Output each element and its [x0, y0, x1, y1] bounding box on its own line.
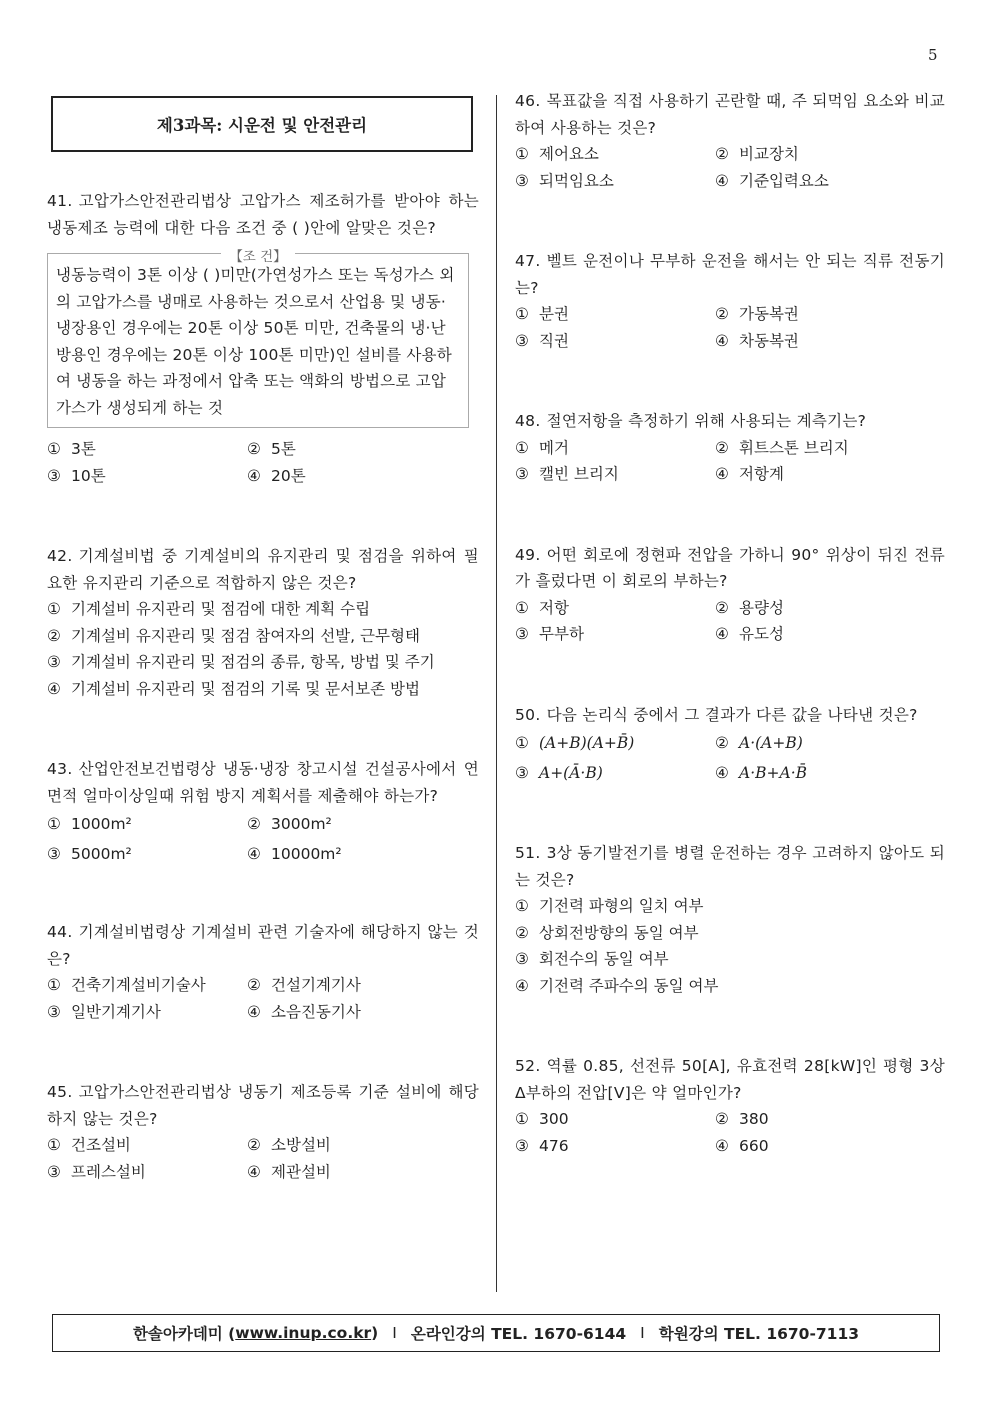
option-1[interactable]: ① 건축기계설비기술사 [47, 976, 206, 994]
question-41 [47, 188, 479, 489]
question-stem: 49. 어떤 회로에 정현파 전압을 가하니 90° 위상이 뒤진 전류가 흘렀다면 이 회로의 부하는? [515, 545, 945, 590]
subject-title-box [51, 96, 473, 152]
option-2[interactable]: ② 비교장치 [715, 145, 799, 163]
footer-online-tel: 온라인강의 TEL. 1670-6144 [410, 1325, 627, 1343]
left-column [47, 96, 479, 1185]
footer-separator: I [640, 1324, 645, 1342]
option-3[interactable]: ③ 프레스설비 [47, 1162, 146, 1181]
option-2[interactable]: ② 기계설비 유지관리 및 점검 참여자의 선발, 근무형태 [47, 626, 420, 645]
question-stem: 44. 기계설비법령상 기계설비 관련 기술자에 해당하지 않는 것은? [47, 923, 479, 968]
question-46 [515, 88, 945, 194]
question-44 [47, 919, 479, 1025]
option-2[interactable]: ② 건설기계기사 [247, 976, 361, 994]
question-52 [515, 1053, 945, 1159]
option-3[interactable]: ③ 되먹임요소 [515, 171, 614, 190]
option-2[interactable]: ② 5톤 [247, 440, 296, 458]
option-2[interactable]: ② 380 [715, 1110, 769, 1128]
option-4[interactable]: ④ 660 [715, 1136, 769, 1155]
footer-website-link[interactable]: www.inup.co.kr [235, 1324, 372, 1342]
question-stem: 51. 3상 동기발전기를 병렬 운전하는 경우 고려하지 않아도 되는 것은? [515, 844, 945, 889]
option-1[interactable]: ① 300 [515, 1110, 569, 1128]
footer-bar: 한솔아카데미 ( www.inup.co.kr ) I 온라인강의 TEL. 1670-6144 I 학원강의 TEL. 1670-7113 [52, 1314, 940, 1352]
question-48 [515, 408, 945, 488]
option-3[interactable]: ③ 기계설비 유지관리 및 점검의 종류, 항목, 방법 및 주기 [47, 653, 435, 671]
option-4[interactable]: ④ 유도성 [715, 625, 784, 643]
options [515, 1106, 945, 1159]
question-50 [515, 702, 945, 789]
option-3[interactable]: ③ 무부하 [515, 625, 584, 643]
condition-text: 냉동능력이 3톤 이상 ( )미만(가연성가스 또는 독성가스 외의 고압가스를 냉매로 사용하는 것으로서 산업용 및 냉동·냉장용인 경우에는 20톤 이상 50톤 미만, 건축물의 냉·난방용인 경우에는 20톤 이상 100톤 미만)인 설비를 사용하여 냉동을 하는 과정에서 압축 또는 액화의 방법으로 고압가스가 생성되게 하는 것 [56, 266, 455, 417]
option-4[interactable]: ④ 차동복권 [715, 331, 799, 350]
option-2[interactable]: ② 상회전방향의 동일 여부 [515, 923, 699, 942]
option-3[interactable]: ③ 일반기계기사 [47, 1002, 161, 1021]
question-47 [515, 248, 945, 354]
option-4[interactable]: ④ A·B+A·B̄ [715, 764, 808, 782]
question-stem: 47. 벨트 운전이나 무부하 운전을 해서는 안 되는 직류 전동기는? [515, 252, 945, 297]
question-51 [515, 840, 945, 999]
options [515, 728, 945, 788]
question-42 [47, 543, 479, 702]
option-4[interactable]: ④ 저항계 [715, 465, 784, 483]
option-1[interactable]: ① 1000m² [47, 815, 132, 833]
option-1[interactable]: ① 기전력 파형의 일치 여부 [515, 897, 704, 915]
page-number: 5 [928, 46, 938, 64]
option-4[interactable]: ④ 10000m² [247, 845, 342, 863]
question-stem: 42. 기계설비법 중 기계설비의 유지관리 및 점검을 위하여 필요한 유지관리 기준으로 적합하지 않은 것은? [47, 547, 479, 592]
options [515, 893, 945, 999]
options [47, 436, 479, 489]
option-2[interactable]: ② 가동복권 [715, 305, 799, 323]
option-2[interactable]: ② 소방설비 [247, 1136, 331, 1154]
option-3[interactable]: ③ 캘빈 브리지 [515, 465, 619, 483]
option-3[interactable]: ③ 회전수의 동일 여부 [515, 950, 669, 968]
column-divider [496, 95, 497, 1292]
option-1[interactable]: ① 분권 [515, 305, 569, 323]
options [515, 301, 945, 354]
option-2[interactable]: ② 3000m² [247, 815, 332, 833]
option-2[interactable]: ② 휘트스톤 브리지 [715, 438, 849, 457]
option-4[interactable]: ④ 소음진동기사 [247, 1002, 361, 1021]
footer-offline-tel: 학원강의 TEL. 1670-7113 [658, 1325, 860, 1343]
option-4[interactable]: ④ 기전력 주파수의 동일 여부 [515, 976, 719, 995]
option-1[interactable]: ① 제어요소 [515, 145, 599, 163]
option-3[interactable]: ③ A+(Ā·B) [515, 764, 603, 782]
option-1[interactable]: ① 3톤 [47, 440, 96, 458]
option-1[interactable]: ① 건조설비 [47, 1136, 131, 1154]
options [47, 972, 479, 1025]
subject-title: 제3과목: 시운전 및 안전관리 [156, 116, 368, 135]
question-43 [47, 756, 479, 869]
option-4[interactable]: ④ 기준입력요소 [715, 171, 829, 190]
option-1[interactable]: ① (A+B)(A+B̄) [515, 734, 635, 752]
option-3[interactable]: ③ 5000m² [47, 845, 132, 863]
option-4[interactable]: ④ 제관설비 [247, 1162, 331, 1181]
question-stem: 45. 고압가스안전관리법상 냉동기 제조등록 기준 설비에 해당하지 않는 것은? [47, 1083, 479, 1128]
condition-box [47, 249, 469, 428]
condition-label: 【조 건】 [221, 249, 294, 265]
option-1[interactable]: ① 기계설비 유지관리 및 점검에 대한 계획 수립 [47, 600, 371, 618]
option-3[interactable]: ③ 직권 [515, 331, 569, 350]
options [515, 595, 945, 648]
question-stem: 52. 역률 0.85, 선전류 50[A], 유효전력 28[kW]인 평형 3상 Δ부하의 전압[V]은 약 얼마인가? [515, 1057, 945, 1102]
option-3[interactable]: ③ 10톤 [47, 466, 106, 485]
option-2[interactable]: ② A·(A+B) [715, 734, 803, 752]
question-49 [515, 542, 945, 648]
question-stem: 50. 다음 논리식 중에서 그 결과가 다른 값을 나타낸 것은? [515, 705, 918, 724]
right-column [515, 88, 945, 1159]
footer-separator: I [392, 1324, 397, 1342]
question-stem: 43. 산업안전보건법령상 냉동·냉장 창고시설 건설공사에서 연면적 얼마이상일때 위험 방지 계획서를 제출해야 하는가? [47, 760, 479, 805]
options [47, 1132, 479, 1185]
question-stem: 41. 고압가스안전관리법상 고압가스 제조허가를 받아야 하는 냉동제조 능력에 대한 다음 조건 중 ( )안에 알맞은 것은? [47, 192, 479, 237]
question-stem: 48. 절연저항을 측정하기 위해 사용되는 계측기는? [515, 412, 867, 430]
option-1[interactable]: ① 저항 [515, 598, 569, 617]
option-4[interactable]: ④ 20톤 [247, 466, 306, 485]
question-stem: 46. 목표값을 직접 사용하기 곤란할 때, 주 되먹임 요소와 비교하여 사용하는 것은? [515, 92, 945, 137]
options [515, 435, 945, 488]
options [515, 141, 945, 194]
option-4[interactable]: ④ 기계설비 유지관리 및 점검의 기록 및 문서보존 방법 [47, 679, 420, 698]
option-3[interactable]: ③ 476 [515, 1136, 569, 1155]
option-2[interactable]: ② 용량성 [715, 598, 784, 617]
footer-academy: 한솔아카데미 ( [132, 1325, 236, 1343]
options [47, 809, 479, 869]
option-1[interactable]: ① 메거 [515, 438, 569, 457]
question-45 [47, 1079, 479, 1185]
